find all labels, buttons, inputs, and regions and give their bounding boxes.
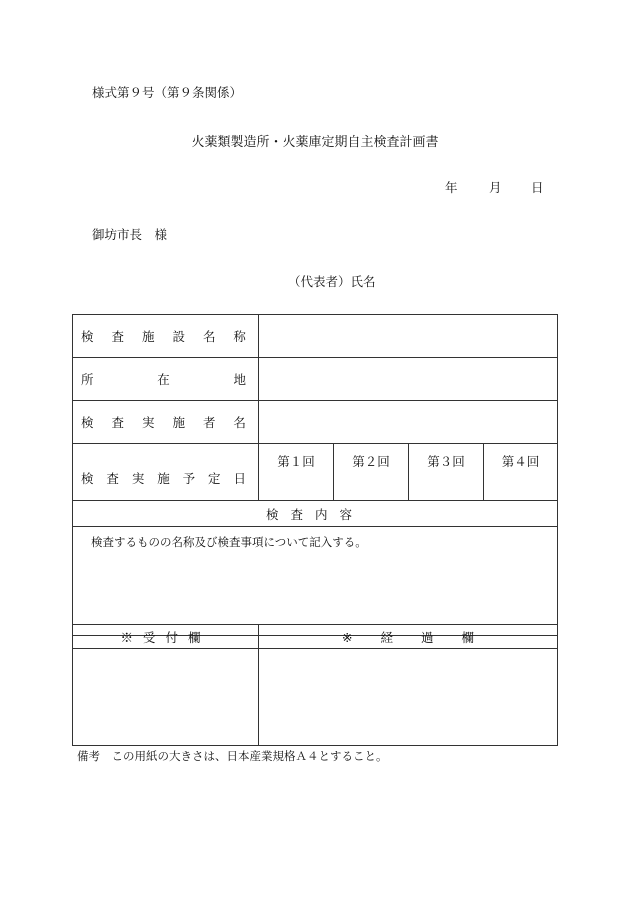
round-3-cell[interactable] bbox=[409, 444, 484, 501]
label-char: 検 bbox=[81, 329, 94, 344]
receipt-table bbox=[72, 624, 558, 746]
content-field[interactable] bbox=[73, 527, 558, 636]
date-month: 月 bbox=[489, 180, 502, 195]
round-1-cell[interactable] bbox=[259, 444, 334, 501]
label-char: 名 bbox=[233, 415, 246, 430]
schedule-label bbox=[73, 444, 259, 501]
label-char: 検 bbox=[81, 471, 94, 486]
label-char: 施 bbox=[172, 415, 185, 430]
round-1-label: 第１回 bbox=[277, 454, 315, 469]
label-char: 者 bbox=[202, 415, 216, 430]
label-char: 施 bbox=[157, 471, 170, 486]
round-2-label: 第２回 bbox=[352, 454, 390, 469]
addressee: 御坊市長 様 bbox=[92, 227, 168, 242]
content-header: 検査内容 bbox=[73, 501, 558, 527]
label-char: 予 bbox=[182, 471, 196, 486]
round-3-label: 第３回 bbox=[427, 454, 465, 469]
location-label bbox=[73, 358, 259, 401]
receipt-field[interactable] bbox=[73, 649, 259, 746]
form-number: 様式第９号（第９条関係） bbox=[92, 85, 243, 100]
representative-name: （代表者）氏名 bbox=[288, 274, 376, 289]
label-char: 所 bbox=[81, 372, 94, 387]
label-char: 査 bbox=[111, 415, 124, 430]
label-char: 実 bbox=[131, 471, 145, 486]
inspector-name-field[interactable] bbox=[259, 401, 558, 444]
label-char: 日 bbox=[233, 471, 246, 486]
round-2-cell[interactable] bbox=[334, 444, 409, 501]
label-char: 定 bbox=[208, 471, 221, 486]
remark: 備考 この用紙の大きさは、日本産業規格Ａ４とすること。 bbox=[77, 749, 388, 763]
label-char: 設 bbox=[172, 329, 185, 344]
label-char: 施 bbox=[141, 329, 155, 344]
receipt-header: ※受付欄 bbox=[73, 625, 259, 649]
inspection-plan-table bbox=[72, 314, 558, 636]
date-year: 年 bbox=[445, 180, 458, 195]
facility-name-field[interactable] bbox=[259, 315, 558, 358]
facility-name-label bbox=[73, 315, 259, 358]
inspector-name-label bbox=[73, 401, 259, 444]
content-note: 検査するものの名称及び検査事項について記入する。 bbox=[91, 535, 367, 549]
progress-char: 経 bbox=[380, 629, 393, 645]
date-line bbox=[445, 178, 544, 196]
progress-char: 欄 bbox=[461, 629, 475, 645]
label-char: 査 bbox=[106, 471, 119, 486]
label-char: 査 bbox=[111, 329, 124, 344]
label-char: 名 bbox=[202, 329, 216, 344]
document-title: 火薬類製造所・火薬庫定期自主検査計画書 bbox=[191, 135, 439, 150]
round-4-label: 第４回 bbox=[501, 454, 540, 469]
label-char: 検 bbox=[81, 415, 94, 430]
label-char: 称 bbox=[233, 329, 246, 344]
progress-char: ※ bbox=[341, 629, 353, 645]
round-4-cell[interactable] bbox=[484, 444, 558, 501]
label-char: 在 bbox=[157, 372, 170, 387]
date-day: 日 bbox=[531, 180, 544, 195]
label-char: 実 bbox=[141, 415, 155, 430]
label-char: 地 bbox=[233, 372, 246, 387]
location-field[interactable] bbox=[259, 358, 558, 401]
progress-char: 過 bbox=[420, 629, 434, 645]
progress-field[interactable] bbox=[259, 649, 558, 746]
progress-header bbox=[259, 625, 558, 649]
